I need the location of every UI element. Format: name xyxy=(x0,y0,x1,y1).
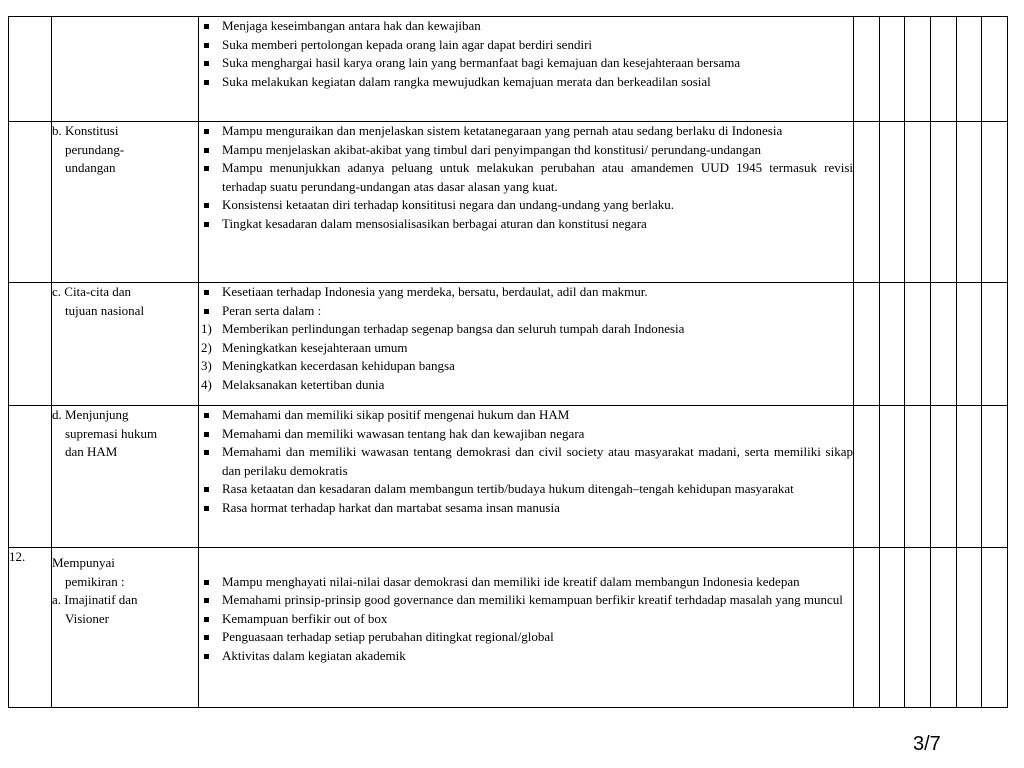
score-cell xyxy=(880,283,905,406)
list-item-text: Suka menghargai hasil karya orang lain yang bermanfaat bagi kemajuan dan kesejahteraan bersama xyxy=(222,55,741,71)
list-item xyxy=(199,215,853,234)
bullet-square-icon xyxy=(204,290,209,295)
indicator-cell xyxy=(199,548,854,708)
bullet-square-icon xyxy=(204,617,209,622)
bullet-square-icon xyxy=(204,432,209,437)
score-cell xyxy=(905,122,931,283)
score-cell xyxy=(905,17,931,122)
list-item xyxy=(199,647,853,666)
numbered-item xyxy=(199,376,853,395)
list-item-text: Rasa hormat terhadap harkat dan martabat sesama insan manusia xyxy=(222,499,560,515)
score-cell xyxy=(957,122,982,283)
table-row xyxy=(9,17,1008,122)
table-row xyxy=(9,406,1008,548)
bullet-square-icon xyxy=(204,598,209,603)
list-item xyxy=(199,17,853,36)
list-item xyxy=(199,159,853,196)
indicator-list xyxy=(199,17,853,91)
aspect-label: supremasi hukum xyxy=(65,425,158,441)
row-number xyxy=(9,406,52,548)
aspect-label: a. Imajinatif dan xyxy=(52,592,138,608)
item-number: 4) xyxy=(201,376,212,392)
score-cell xyxy=(905,548,931,708)
score-cell xyxy=(982,122,1008,283)
item-text: Melaksanakan ketertiban dunia xyxy=(222,376,385,392)
score-cell xyxy=(931,17,957,122)
list-item-text: Kesetiaan terhadap Indonesia yang merdeka, bersatu, berdaulat, adil dan makmur. xyxy=(222,284,648,299)
aspect-label: Mempunyai xyxy=(52,555,115,570)
list-item xyxy=(199,425,853,444)
score-cell xyxy=(957,283,982,406)
bullet-square-icon xyxy=(204,43,209,48)
list-item xyxy=(199,480,853,499)
aspect-label: undangan xyxy=(65,160,116,176)
score-cell xyxy=(854,17,880,122)
aspect-label: perundang- xyxy=(65,141,125,157)
list-item xyxy=(199,283,853,302)
list-item xyxy=(199,499,853,518)
list-item-text: Konsistensi ketaatan diri terhadap konsititusi negara dan undang-undang yang berlaku. xyxy=(222,197,674,213)
score-cell xyxy=(905,283,931,406)
item-text: Memberikan perlindungan terhadap segenap bangsa dan seluruh tumpah darah Indonesia xyxy=(222,321,685,337)
bullet-square-icon xyxy=(204,635,209,640)
blank-line xyxy=(199,554,853,573)
aspect-cell xyxy=(52,283,199,406)
list-item-text: Mampu menjelaskan akibat-akibat yang timbul dari penyimpangan thd konstitusi/ perundang-undangan xyxy=(222,141,762,157)
score-cell xyxy=(880,548,905,708)
list-item-text: Tingkat kesadaran dalam mensosialisasikan berbagai aturan dan konstitusi negara xyxy=(222,215,647,231)
aspect-cell xyxy=(52,406,199,548)
indicator-table xyxy=(8,16,1008,708)
table-row xyxy=(9,548,1008,708)
list-item-text: Mampu menunjukkan adanya peluang untuk melakukan perubahan atau amandemen UUD 1945 termasuk revisi terhadap suatu perundang-undangan atas dasar alasan yang kuat. xyxy=(222,160,853,194)
list-item-text: Mampu menguraikan dan menjelaskan sistem ketatanegaraan yang pernah atau sedang berlaku di Indonesia xyxy=(222,123,783,138)
score-cell xyxy=(880,17,905,122)
bullet-square-icon xyxy=(204,450,209,455)
indicator-cell xyxy=(199,283,854,406)
list-item xyxy=(199,573,853,592)
bullet-square-icon xyxy=(204,413,209,418)
row-number xyxy=(9,17,52,122)
list-item xyxy=(199,302,853,321)
score-cell xyxy=(854,548,880,708)
list-item xyxy=(199,406,853,425)
bullet-square-icon xyxy=(204,24,209,29)
score-cell xyxy=(957,548,982,708)
row-number: 12. xyxy=(9,548,52,708)
score-cell xyxy=(931,283,957,406)
score-cell xyxy=(854,122,880,283)
aspect-cell xyxy=(52,17,199,122)
list-item-text: Aktivitas dalam kegiatan akademik xyxy=(222,647,406,663)
bullet-square-icon xyxy=(204,654,209,659)
list-item-text: Penguasaan terhadap setiap perubahan ditingkat regional/global xyxy=(222,629,554,645)
score-cell xyxy=(957,406,982,548)
score-cell xyxy=(982,548,1008,708)
list-item-text: Kemampuan berfikir out of box xyxy=(222,610,388,626)
bullet-square-icon xyxy=(204,222,209,227)
list-item xyxy=(199,141,853,160)
list-item-text: Peran serta dalam : xyxy=(222,302,322,318)
aspect-label: dan HAM xyxy=(65,444,118,460)
item-text: Meningkatkan kecerdasan kehidupan bangsa xyxy=(222,358,455,374)
score-cell xyxy=(854,283,880,406)
item-number: 1) xyxy=(201,321,212,337)
score-cell xyxy=(880,406,905,548)
score-cell xyxy=(957,17,982,122)
list-item xyxy=(199,54,853,73)
list-item-text: Suka memberi pertolongan kepada orang lain agar dapat berdiri sendiri xyxy=(222,36,593,52)
list-item xyxy=(199,443,853,480)
numbered-item xyxy=(199,320,853,339)
score-cell xyxy=(854,406,880,548)
score-cell xyxy=(982,283,1008,406)
numbered-item xyxy=(199,357,853,376)
table-row xyxy=(9,283,1008,406)
indicator-cell xyxy=(199,17,854,122)
list-item-text: Memahami dan memiliki wawasan tentang demokrasi dan civil society atau masyarakat madani, serta memiliki sikap dan perilaku demokratis xyxy=(222,444,853,478)
list-item xyxy=(199,73,853,92)
bullet-square-icon xyxy=(204,580,209,585)
numbered-list xyxy=(199,320,853,394)
list-item xyxy=(199,122,853,141)
aspect-label: pemikiran : xyxy=(65,573,125,589)
table-row xyxy=(9,122,1008,283)
aspect-label: d. Menjunjung xyxy=(52,407,129,422)
bullet-square-icon xyxy=(204,129,209,134)
list-item-text: Memahami dan memiliki sikap positif mengenai hukum dan HAM xyxy=(222,407,570,422)
indicator-cell xyxy=(199,406,854,548)
item-text: Meningkatkan kesejahteraan umum xyxy=(222,339,408,355)
aspect-cell xyxy=(52,122,199,283)
score-cell xyxy=(982,406,1008,548)
list-item-text: Memahami prinsip-prinsip good governance dan memiliki kemampuan berfikir kreatif terhdadap masalah yang muncul xyxy=(222,592,843,608)
list-item-text: Rasa ketaatan dan kesadaran dalam membangun tertib/budaya hukum ditengah–tengah kehidupan masyarakat xyxy=(222,481,794,497)
score-cell xyxy=(931,122,957,283)
aspect-label: Visioner xyxy=(65,610,109,626)
list-item xyxy=(199,196,853,215)
indicator-list xyxy=(199,283,853,320)
bullet-square-icon xyxy=(204,309,209,314)
aspect-label: c. Cita-cita dan xyxy=(52,284,132,299)
bullet-square-icon xyxy=(204,203,209,208)
list-item-text: Memahami dan memiliki wawasan tentang hak dan kewajiban negara xyxy=(222,425,585,441)
item-number: 3) xyxy=(201,358,212,374)
indicator-cell xyxy=(199,122,854,283)
score-cell xyxy=(982,17,1008,122)
item-number: 2) xyxy=(201,339,212,355)
bullet-square-icon xyxy=(204,148,209,153)
bullet-square-icon xyxy=(204,80,209,85)
page-number: 3/7 xyxy=(913,733,941,755)
indicator-list xyxy=(199,406,853,518)
bullet-square-icon xyxy=(204,166,209,171)
aspect-label: b. Konstitusi xyxy=(52,123,119,138)
indicator-list xyxy=(199,122,853,234)
indicator-list xyxy=(199,573,853,666)
score-cell xyxy=(931,406,957,548)
list-item-text: Menjaga keseimbangan antara hak dan kewajiban xyxy=(222,18,481,33)
score-cell xyxy=(880,122,905,283)
aspect-label: tujuan nasional xyxy=(65,302,145,318)
row-number xyxy=(9,283,52,406)
bullet-square-icon xyxy=(204,61,209,66)
list-item xyxy=(199,628,853,647)
list-item xyxy=(199,610,853,629)
bullet-square-icon xyxy=(204,506,209,511)
row-number xyxy=(9,122,52,283)
score-cell xyxy=(905,406,931,548)
list-item-text: Mampu menghayati nilai-nilai dasar demokrasi dan memiliki ide kreatif dalam membangun Indonesia kedepan xyxy=(222,573,800,589)
list-item xyxy=(199,591,853,610)
bullet-square-icon xyxy=(204,487,209,492)
score-cell xyxy=(931,548,957,708)
aspect-cell xyxy=(52,548,199,708)
list-item xyxy=(199,36,853,55)
numbered-item xyxy=(199,339,853,358)
list-item-text: Suka melakukan kegiatan dalam rangka mewujudkan kemajuan merata dan berkeadilan sosial xyxy=(222,73,711,89)
